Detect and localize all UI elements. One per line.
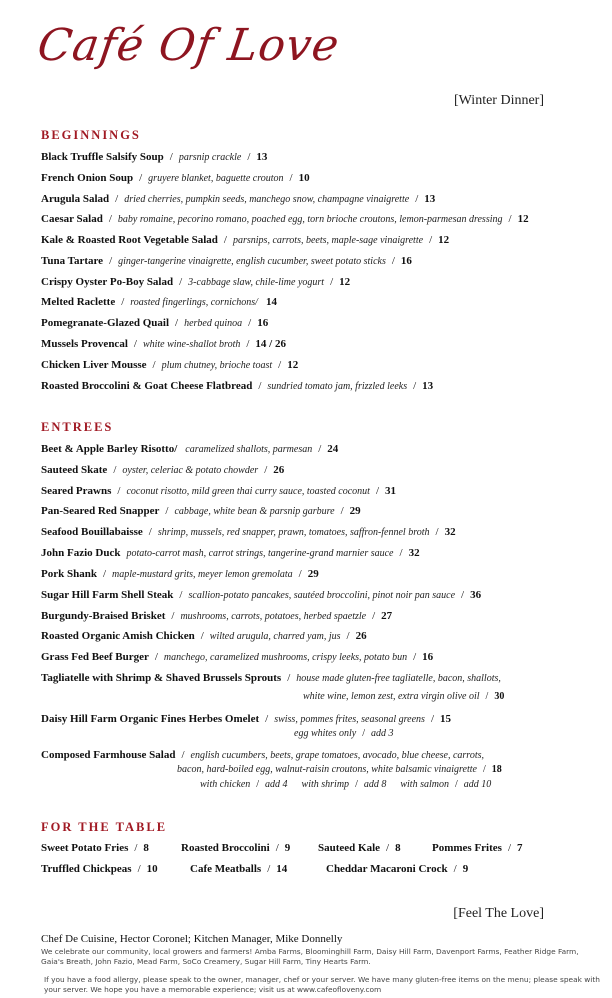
menu-item: Burgundy-Braised Brisket / mushrooms, carrots, potatoes, herbed spaetzle / 27 xyxy=(41,610,393,622)
menu-item: Daisy Hill Farm Organic Fines Herbes Omelet / swiss, pommes frites, seasonal greens / 15 xyxy=(41,713,452,725)
side-item: Sweet Potato Fries / 8 xyxy=(41,842,149,854)
menu-item: Seafood Bouillabaisse / shrimp, mussels, red snapper, prawn, tomatoes, saffron-fennel broth / 32 xyxy=(41,526,456,538)
menu-item: Sauteed Skate / oyster, celeriac & potato chowder / 26 xyxy=(41,464,285,476)
menu-item: Pan-Seared Red Snapper / cabbage, white bean & parsnip garbure / 29 xyxy=(41,505,361,517)
restaurant-logo: Café Of Love xyxy=(34,20,343,71)
menu-item: Seared Prawns / coconut risotto, mild green thai curry sauce, toasted coconut / 31 xyxy=(41,485,396,497)
menu-item-addon: egg whites only / add 3 xyxy=(294,728,394,739)
menu-item: Melted Raclette / roasted fingerlings, cornichons/ 14 xyxy=(41,296,277,308)
menu-item: Tagliatelle with Shrimp & Shaved Brussels Sprouts / house made gluten-free tagliatelle, bacon, shallots, xyxy=(41,672,501,684)
menu-item: Black Truffle Salsify Soup / parsnip crackle / 13 xyxy=(41,151,268,163)
side-item: Cafe Meatballs / 14 xyxy=(190,863,288,875)
menu-item: Caesar Salad / baby romaine, pecorino romano, poached egg, torn brioche croutons, lemon-parmesan dressing / 12 xyxy=(41,213,529,225)
side-item: Cheddar Macaroni Crock / 9 xyxy=(326,863,469,875)
menu-item: Pork Shank / maple-mustard grits, meyer lemon gremolata / 29 xyxy=(41,568,319,580)
menu-item: Grass Fed Beef Burger / manchego, caramelized mushrooms, crispy leeks, potato bun / 16 xyxy=(41,651,434,663)
menu-item: Roasted Broccolini & Goat Cheese Flatbread / sundried tomato jam, frizzled leeks / 13 xyxy=(41,380,434,392)
signoff: [Feel The Love] xyxy=(453,906,544,921)
side-item: Truffled Chickpeas / 10 xyxy=(41,863,158,875)
menu-item: Pomegranate-Glazed Quail / herbed quinoa / 16 xyxy=(41,317,269,329)
side-item: Roasted Broccolini / 9 xyxy=(181,842,291,854)
side-item: Pommes Frites / 7 xyxy=(432,842,523,854)
menu-item: French Onion Soup / gruyere blanket, baguette crouton / 10 xyxy=(41,172,310,184)
menu-item: Tuna Tartare / ginger-tangerine vinaigrette, english cucumber, sweet potato sticks / 16 xyxy=(41,255,412,267)
menu-item: Composed Farmhouse Salad / english cucumbers, beets, grape tomatoes, avocado, blue cheese, carrots, xyxy=(41,749,484,761)
menu-item: Mussels Provencal / white wine-shallot broth / 14 / 26 xyxy=(41,338,286,350)
menu-item-continued: white wine, lemon zest, extra virgin olive oil / 30 xyxy=(303,691,505,702)
section-title-beginnings: BEGINNINGS xyxy=(41,128,141,142)
menu-item-continued: bacon, hard-boiled egg, walnut-raisin croutons, white balsamic vinaigrette / 18 xyxy=(177,764,502,775)
menu-item: Roasted Organic Amish Chicken / wilted arugula, charred yam, jus / 26 xyxy=(41,630,367,642)
side-item: Sauteed Kale / 8 xyxy=(318,842,401,854)
menu-item: Arugula Salad / dried cherries, pumpkin seeds, manchego snow, champagne vinaigrette / 13 xyxy=(41,193,436,205)
farms-note: We celebrate our community, local growers and farmers! Amba Farms, Bloominghill Farm, Daisy Hill Farm, Davenport Farms, Feather Ridge Farm, Gaia's Breath, John Fazio, Mead Farm, SoCo Creamery, Sugar Hill Farm, Tiny Hearts Farm. xyxy=(41,947,579,966)
menu-item: Sugar Hill Farm Shell Steak / scallion-potato pancakes, sautéed broccolini, pinot noir pan sauce / 36 xyxy=(41,589,482,601)
menu-item: Kale & Roasted Root Vegetable Salad / parsnips, carrots, beets, maple-sage vinaigrette / 12 xyxy=(41,234,450,246)
chef-credits: Chef De Cuisine, Hector Coronel; Kitchen Manager, Mike Donnelly xyxy=(41,933,343,945)
menu-item-addons: with chicken / add 4 with shrimp / add 8 with salmon / add 10 xyxy=(200,779,492,790)
section-title-entrees: ENTREES xyxy=(41,420,114,434)
menu-item: Chicken Liver Mousse / plum chutney, brioche toast / 12 xyxy=(41,359,299,371)
section-title-for-the-table: FOR THE TABLE xyxy=(41,820,168,834)
allergy-note: If you have a food allergy, please speak to the owner, manager, chef or your server. We have many gluten-free items on the menu; please speak with your server. We hope you have a memorable experience; visit us at www.cafeofloveny.com xyxy=(44,975,600,994)
menu-item: Crispy Oyster Po-Boy Salad / 3-cabbage slaw, chile-lime yogurt / 12 xyxy=(41,276,351,288)
menu-item: Beet & Apple Barley Risotto/ caramelized shallots, parmesan / 24 xyxy=(41,443,339,455)
menu-subtitle: [Winter Dinner] xyxy=(453,93,544,108)
menu-item: John Fazio Duck potato-carrot mash, carrot strings, tangerine-grand marnier sauce / 32 xyxy=(41,547,420,559)
